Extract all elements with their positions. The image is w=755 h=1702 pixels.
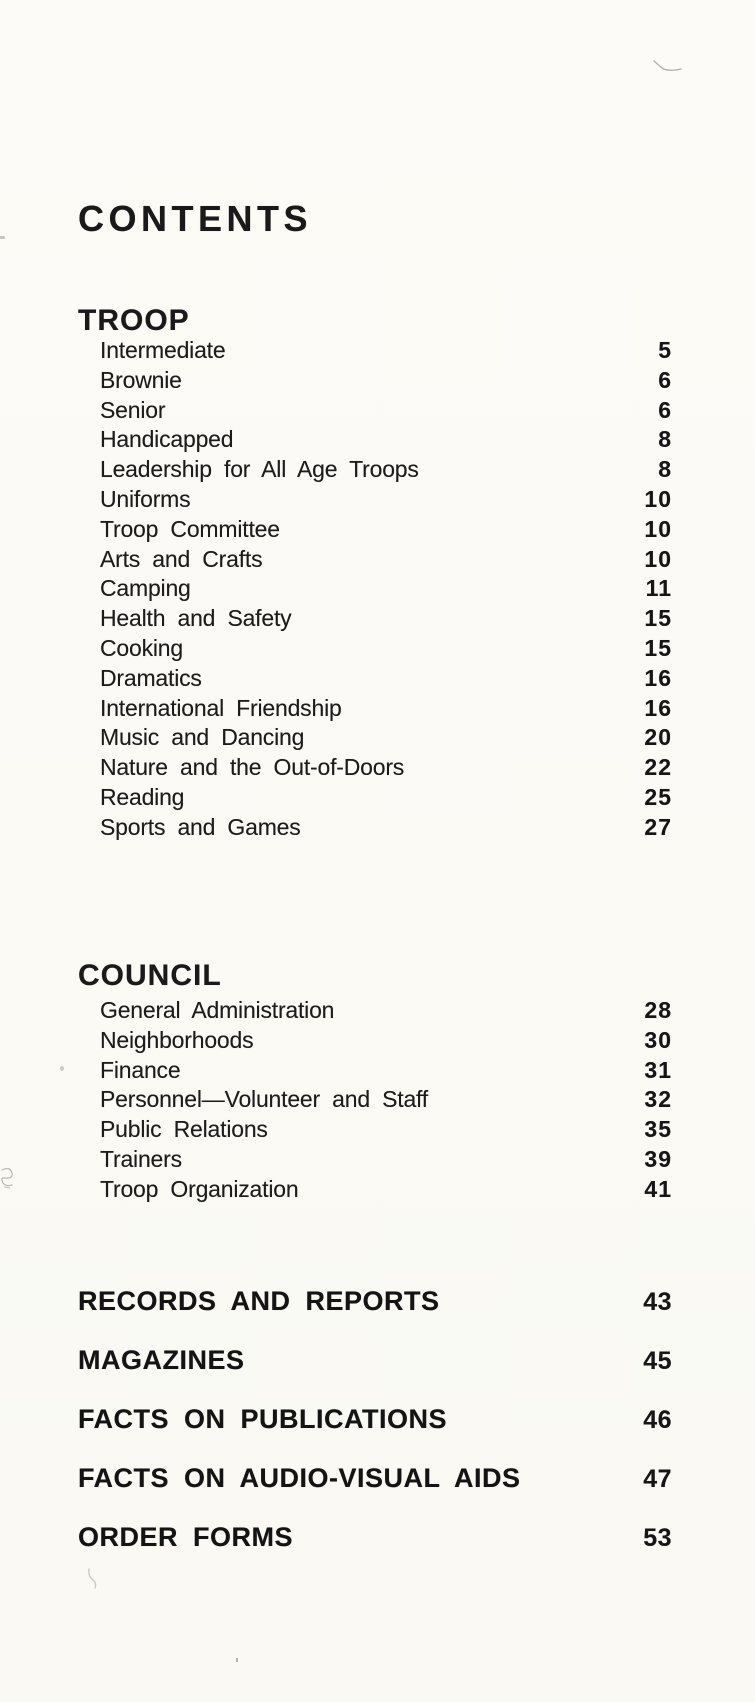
toc-entry-label: Leadership for All Age Troops	[100, 456, 419, 483]
toc-list-council	[100, 997, 672, 1206]
toc-entry-label: Arts and Crafts	[100, 545, 263, 572]
toc-entry-page-number: 47	[643, 1465, 672, 1493]
toc-entry-page-number: 16	[644, 664, 672, 691]
toc-entry-label: FACTS ON AUDIO-VISUAL AIDS	[78, 1463, 521, 1493]
toc-row	[100, 1057, 672, 1087]
toc-major-row	[78, 1347, 672, 1375]
toc-row	[100, 784, 672, 814]
toc-row	[100, 575, 672, 605]
toc-entry-page-number: 10	[644, 545, 672, 572]
toc-row	[100, 1146, 672, 1176]
toc-entry-label: Nature and the Out-of-Doors	[100, 754, 405, 781]
toc-entry-label: Trainers	[100, 1145, 182, 1172]
toc-row	[100, 1116, 672, 1146]
toc-row	[100, 665, 672, 695]
toc-entry-label: Troop Committee	[100, 515, 280, 542]
toc-entry-page-number: 10	[644, 515, 672, 542]
toc-list-major	[78, 1288, 672, 1552]
toc-entry-label: Personnel—Volunteer and Staff	[100, 1086, 428, 1113]
toc-entry-label: Handicapped	[100, 426, 234, 453]
toc-row	[100, 486, 672, 516]
toc-entry-page-number: 16	[644, 694, 672, 721]
toc-entry-label: Music and Dancing	[100, 724, 305, 751]
toc-entry-page-number: 45	[643, 1347, 672, 1375]
toc-entry-page-number: 39	[644, 1145, 672, 1172]
toc-entry-label: Reading	[100, 783, 185, 810]
scan-artifact-speck	[60, 1066, 64, 1071]
toc-entry-page-number: 46	[643, 1406, 672, 1434]
toc-entry-page-number: 53	[643, 1524, 672, 1552]
toc-row	[100, 367, 672, 397]
toc-entry-label: Finance	[100, 1056, 181, 1083]
toc-row	[100, 635, 672, 665]
toc-row	[100, 605, 672, 635]
toc-entry-page-number: 31	[644, 1056, 672, 1083]
toc-row	[100, 754, 672, 784]
toc-row	[100, 1176, 672, 1206]
scan-artifact-scribble	[0, 1164, 26, 1190]
toc-row	[100, 337, 672, 367]
toc-entry-page-number: 30	[644, 1026, 672, 1053]
toc-row	[100, 456, 672, 486]
toc-list-troop	[100, 337, 672, 844]
page-title: CONTENTS	[78, 198, 312, 240]
toc-row	[100, 814, 672, 844]
toc-entry-page-number: 32	[644, 1086, 672, 1113]
toc-entry-label: Dramatics	[100, 664, 202, 691]
toc-row	[100, 724, 672, 754]
toc-entry-page-number: 22	[644, 754, 672, 781]
toc-entry-label: International Friendship	[100, 694, 342, 721]
toc-entry-label: Neighborhoods	[100, 1026, 254, 1053]
toc-entry-page-number: 27	[644, 813, 672, 840]
scan-artifact-edge-tick	[0, 236, 5, 239]
toc-entry-label: Cooking	[100, 634, 183, 661]
toc-entry-label: Senior	[100, 396, 166, 423]
toc-major-row	[78, 1288, 672, 1316]
toc-entry-page-number: 20	[644, 724, 672, 751]
toc-major-row	[78, 1524, 672, 1552]
toc-entry-page-number: 6	[658, 366, 672, 393]
toc-entry-page-number: 28	[644, 997, 672, 1023]
toc-major-row	[78, 1406, 672, 1434]
toc-entry-label: Camping	[100, 575, 191, 602]
toc-entry-label: Health and Safety	[100, 605, 292, 632]
toc-entry-label: Troop Organization	[100, 1175, 299, 1202]
toc-row	[100, 426, 672, 456]
section-heading-council: COUNCIL	[78, 958, 222, 992]
toc-entry-page-number: 25	[644, 783, 672, 810]
section-heading-troop: TROOP	[78, 303, 190, 337]
toc-entry-page-number: 35	[644, 1116, 672, 1143]
toc-major-row	[78, 1465, 672, 1493]
toc-row	[100, 997, 672, 1027]
toc-entry-label: RECORDS AND REPORTS	[78, 1286, 440, 1316]
toc-entry-page-number: 6	[658, 396, 672, 423]
toc-entry-label: Intermediate	[100, 337, 226, 363]
toc-entry-label: FACTS ON PUBLICATIONS	[78, 1404, 448, 1434]
scan-artifact-curl	[86, 1568, 100, 1590]
toc-entry-page-number: 15	[644, 634, 672, 661]
toc-entry-label: Brownie	[100, 366, 182, 393]
toc-row	[100, 695, 672, 725]
toc-entry-page-number: 5	[658, 337, 672, 363]
toc-entry-label: ORDER FORMS	[78, 1522, 293, 1552]
toc-entry-page-number: 8	[658, 426, 672, 453]
scan-artifact-checkmark	[652, 58, 684, 76]
toc-entry-label: Uniforms	[100, 485, 191, 512]
toc-row	[100, 546, 672, 576]
toc-row	[100, 1027, 672, 1057]
toc-entry-page-number: 41	[644, 1175, 672, 1202]
toc-entry-page-number: 43	[643, 1288, 672, 1316]
toc-entry-label: General Administration	[100, 997, 335, 1023]
toc-entry-page-number: 10	[644, 485, 672, 512]
toc-row	[100, 516, 672, 546]
toc-entry-label: Sports and Games	[100, 813, 301, 840]
scan-artifact-dot	[236, 1658, 238, 1662]
toc-entry-label: MAGAZINES	[78, 1345, 245, 1375]
toc-row	[100, 397, 672, 427]
toc-row	[100, 1086, 672, 1116]
toc-entry-page-number: 8	[658, 456, 672, 483]
toc-entry-page-number: 11	[645, 575, 672, 602]
toc-entry-page-number: 15	[644, 605, 672, 632]
toc-entry-label: Public Relations	[100, 1116, 268, 1143]
